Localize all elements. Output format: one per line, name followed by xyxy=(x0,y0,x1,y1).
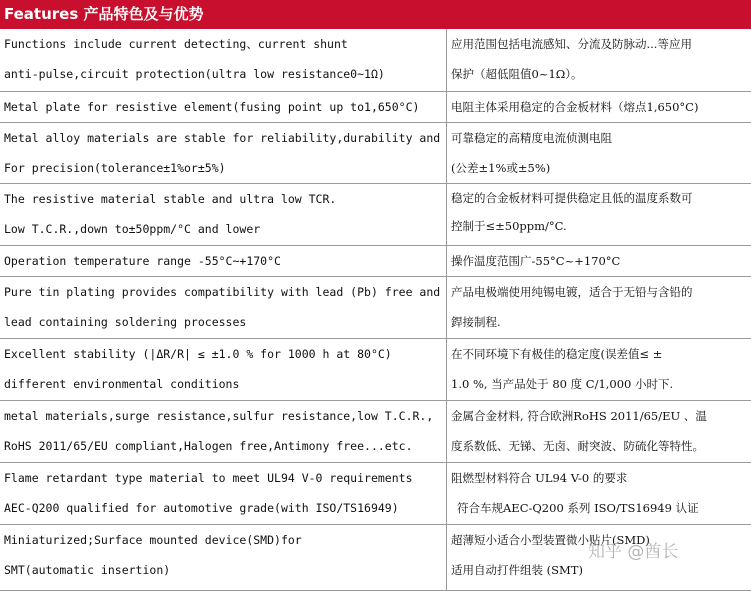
feature-cn-line: (公差±1%或±5%) xyxy=(451,153,747,183)
feature-cn-cell xyxy=(447,524,751,590)
feature-en-cell xyxy=(0,29,447,91)
feature-cn-cell xyxy=(447,245,751,276)
feature-cn-cell xyxy=(447,91,751,122)
table-row xyxy=(0,462,751,524)
feature-cn-line: 符合车规AEC-Q200 系列 ISO/TS16949 认证 xyxy=(451,493,747,523)
feature-en-cell xyxy=(0,276,447,338)
feature-en-line: lead containing soldering processes xyxy=(4,307,442,337)
feature-en-line: Low T.C.R.,down to±50ppm/°C and lower xyxy=(4,214,442,244)
feature-cn-cell xyxy=(447,183,751,245)
feature-en-line: different environmental conditions xyxy=(4,369,442,399)
feature-en-line: Excellent stability (|ΔR/R| ≤ ±1.0 % for 1000 h at 80°C) xyxy=(4,339,442,369)
feature-cn-line: 超薄短小适合小型装置微小贴片(SMD) xyxy=(451,525,747,555)
feature-en-cell xyxy=(0,91,447,122)
features-header xyxy=(0,0,751,29)
feature-en-cell xyxy=(0,400,447,462)
feature-en-line: Metal plate for resistive element(fusing point up to1,650°C) xyxy=(4,92,442,122)
feature-en-line: Functions include current detecting、current shunt xyxy=(4,29,442,59)
feature-en-cell xyxy=(0,462,447,524)
feature-cn-cell xyxy=(447,29,751,91)
table-row xyxy=(0,245,751,276)
features-table xyxy=(0,29,751,591)
watermark: 知乎 @酋长 xyxy=(588,537,678,562)
feature-en-line: SMT(automatic insertion) xyxy=(4,555,442,585)
feature-cn-line: 1.0 %, 当产品处于 80 度 C/1,000 小时下. xyxy=(451,369,747,399)
feature-en-line: The resistive material stable and ultra low TCR. xyxy=(4,184,442,214)
feature-cn-cell xyxy=(447,400,751,462)
table-row xyxy=(0,29,751,91)
feature-cn-line: 保护（超低阻值0~1Ω）。 xyxy=(451,59,747,89)
feature-en-cell xyxy=(0,245,447,276)
feature-cn-line: 稳定的合金板材料可提供稳定且低的温度系数可 xyxy=(451,184,747,212)
feature-cn-line: 阻燃型材料符合 UL94 V-0 的要求 xyxy=(451,463,747,493)
feature-en-line: anti-pulse,circuit protection(ultra low resistance0~1Ω) xyxy=(4,59,442,89)
feature-cn-line: 金属合金材料, 符合欧洲RoHS 2011/65/EU 、温 xyxy=(451,401,747,431)
feature-en-cell xyxy=(0,122,447,183)
feature-en-cell xyxy=(0,338,447,400)
features-title: Features 产品特色及与优势 xyxy=(4,5,204,23)
feature-en-cell xyxy=(0,183,447,245)
table-row xyxy=(0,400,751,462)
feature-en-line: AEC-Q200 qualified for automotive grade(with ISO/TS16949) xyxy=(4,493,442,523)
feature-en-line: Pure tin plating provides compatibility with lead (Pb) free and xyxy=(4,277,442,307)
feature-en-line: metal materials,surge resistance,sulfur resistance,low T.C.R., xyxy=(4,401,442,431)
table-row xyxy=(0,122,751,183)
feature-cn-line: 度系数低、无锑、无卤、耐突波、防硫化等特性。 xyxy=(451,431,747,461)
feature-cn-line: 适用自动打件组装 (SMT) xyxy=(451,555,747,585)
feature-cn-line: 控制于≤±50ppm/°C. xyxy=(451,212,747,240)
table-row xyxy=(0,524,751,590)
feature-cn-line: 电阻主体采用稳定的合金板材料（熔点1,650°C) xyxy=(451,92,747,122)
feature-cn-cell xyxy=(447,122,751,183)
feature-cn-line: 产品电极端使用纯锡电镀，适合于无铅与含铅的 xyxy=(451,277,747,307)
table-row xyxy=(0,276,751,338)
feature-en-line: Flame retardant type material to meet UL94 V-0 requirements xyxy=(4,463,442,493)
feature-en-line: Metal alloy materials are stable for reliability,durability and xyxy=(4,123,442,153)
feature-en-line: RoHS 2011/65/EU compliant,Halogen free,Antimony free...etc. xyxy=(4,431,442,461)
feature-en-line: Operation temperature range -55°C~+170°C xyxy=(4,246,442,276)
feature-cn-line: 可靠稳定的高精度电流侦测电阻 xyxy=(451,123,747,153)
feature-cn-cell xyxy=(447,462,751,524)
feature-cn-cell xyxy=(447,338,751,400)
feature-cn-line: 操作温度范围广-55°C~+170°C xyxy=(451,246,747,276)
table-row xyxy=(0,338,751,400)
table-row xyxy=(0,91,751,122)
feature-en-cell xyxy=(0,524,447,590)
feature-cn-line: 銲接制程. xyxy=(451,307,747,337)
feature-en-line: Miniaturized;Surface mounted device(SMD)for xyxy=(4,525,442,555)
feature-en-line: For precision(tolerance±1%or±5%) xyxy=(4,153,442,183)
feature-cn-cell xyxy=(447,276,751,338)
table-row xyxy=(0,183,751,245)
feature-cn-line: 应用范围包括电流感知、分流及防脉动...等应用 xyxy=(451,29,747,59)
feature-cn-line: 在不同环境下有极佳的稳定度(误差值≤ ± xyxy=(451,339,747,369)
